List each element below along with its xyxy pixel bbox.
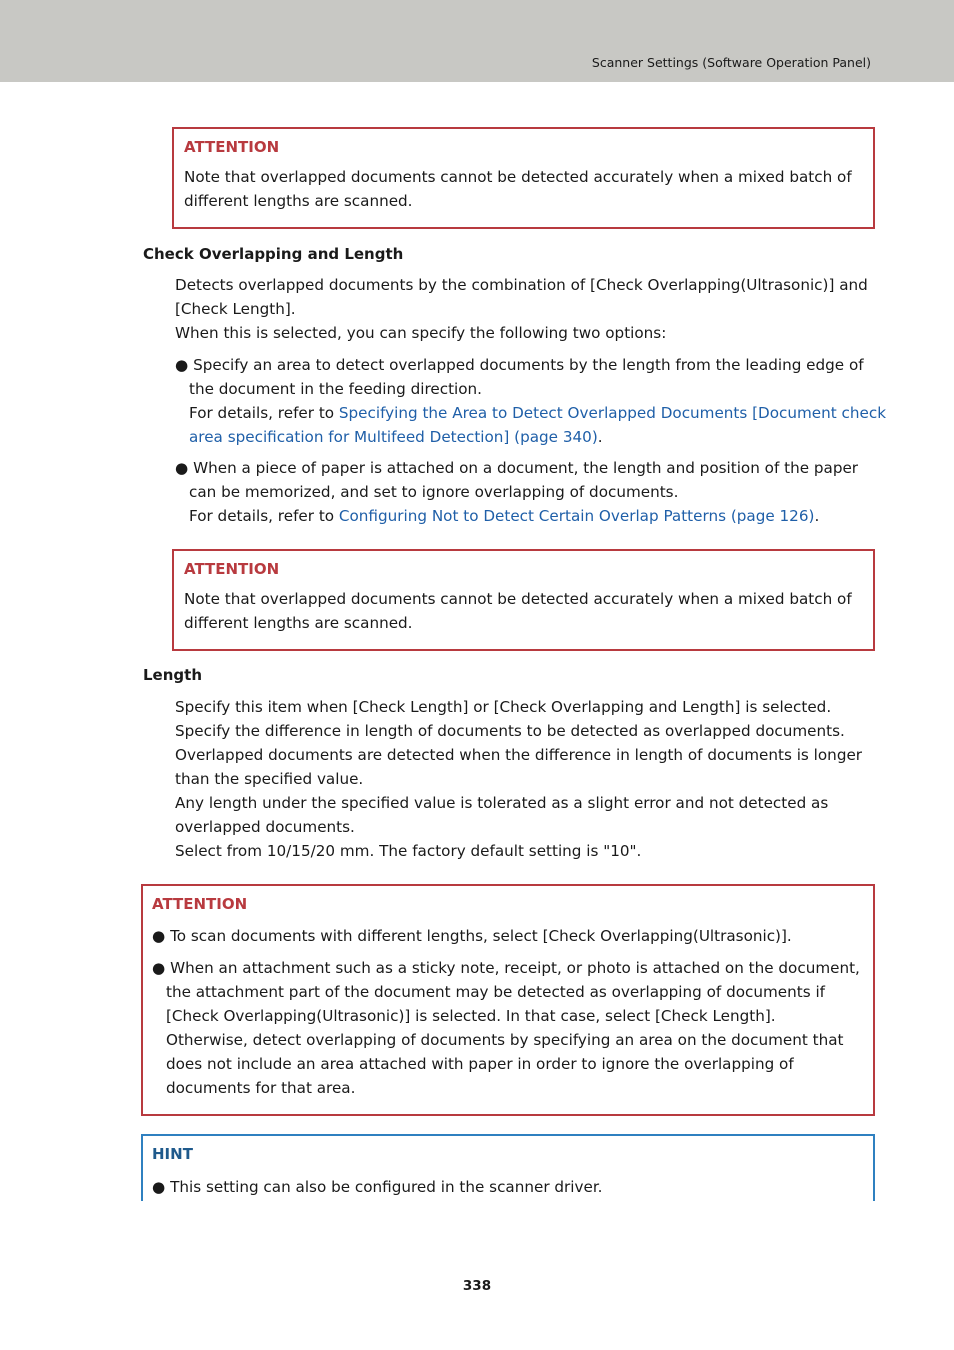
page-number: 338 — [462, 1278, 492, 1294]
reference-prefix: For details, refer to — [189, 507, 339, 525]
attention-2-text-line: Note that overlapped documents cannot be detected accurately when a mixed batch of — [184, 590, 852, 608]
paragraph-line: Specify the difference in length of documents to be detected as overlapped documents. — [175, 722, 845, 740]
reference-prefix: For details, refer to — [189, 404, 339, 422]
bullet-item-line — [189, 401, 886, 425]
attention-3-bullet-line: [Check Overlapping(Ultrasonic)] is selected. In that case, select [Check Length]. — [166, 1007, 776, 1025]
paragraph-line: Overlapped documents are detected when the difference in length of documents is longer — [175, 746, 863, 764]
attention-3-bullet-line: Otherwise, detect overlapping of documents by specifying an area on the document that — [166, 1031, 844, 1049]
attention-3-bullet-line: does not include an area attached with paper in order to ignore the overlapping of — [166, 1055, 794, 1073]
attention-title-1: ATTENTION — [184, 138, 280, 156]
paragraph-line: Any length under the specified value is tolerated as a slight error and not detected as — [175, 794, 829, 812]
attention-3-bullet: ● When an attachment such as a sticky note, receipt, or photo is attached on the document, — [152, 959, 860, 977]
paragraph-line: [Check Length]. — [175, 300, 296, 318]
attention-3-bullet-line: the attachment part of the document may be detected as overlapping of documents if — [166, 983, 826, 1001]
link-configuring-overlap-patterns-page-126[interactable]: Configuring Not to Detect Certain Overlap Patterns (page 126) — [338, 507, 815, 525]
bullet-item-line — [189, 425, 603, 449]
bullet-item-line: can be memorized, and set to ignore overlapping of documents. — [189, 483, 679, 501]
attention-2-text-line: different lengths are scanned. — [184, 614, 413, 632]
bullet-item-line — [189, 504, 819, 528]
section-heading-length: Length — [143, 666, 202, 684]
paragraph-line: overlapped documents. — [175, 818, 355, 836]
section-heading-check-overlapping-length: Check Overlapping and Length — [143, 245, 404, 263]
hint-title: HINT — [152, 1145, 193, 1163]
link-specifying-area-page-340[interactable]: Specifying the Area to Detect Overlapped Documents [Document check — [338, 404, 887, 422]
attention-title-3: ATTENTION — [152, 895, 248, 913]
link-specifying-area-page-340-cont[interactable]: area specification for Multifeed Detection] (page 340) — [189, 428, 598, 446]
bullet-item-attached-paper: ● When a piece of paper is attached on a document, the length and position of the paper — [175, 459, 859, 477]
reference-suffix: . — [814, 507, 820, 525]
attention-1-text-line: Note that overlapped documents cannot be detected accurately when a mixed batch of — [184, 168, 852, 186]
attention-3-bullet: ● To scan documents with different lengths, select [Check Overlapping(Ultrasonic)]. — [152, 927, 792, 945]
attention-title-2: ATTENTION — [184, 560, 280, 578]
hint-bullet: ● This setting can also be configured in the scanner driver. — [152, 1178, 603, 1196]
reference-suffix: . — [597, 428, 603, 446]
bullet-item-area: ● Specify an area to detect overlapped documents by the length from the leading edge of — [175, 356, 864, 374]
paragraph-line: Specify this item when [Check Length] or [Check Overlapping and Length] is selected. — [175, 698, 832, 716]
attention-1-text-line: different lengths are scanned. — [184, 192, 413, 210]
paragraph-line: Select from 10/15/20 mm. The factory default setting is "10". — [175, 842, 642, 860]
header-title: Scanner Settings (Software Operation Panel) — [591, 55, 871, 70]
paragraph-line: Detects overlapped documents by the combination of [Check Overlapping(Ultrasonic)] and — [175, 276, 868, 294]
paragraph-line: When this is selected, you can specify the following two options: — [175, 324, 667, 342]
paragraph-line: than the specified value. — [175, 770, 364, 788]
attention-3-bullet-line: documents for that area. — [166, 1079, 356, 1097]
page-header — [0, 0, 954, 82]
bullet-item-line: the document in the feeding direction. — [189, 380, 483, 398]
